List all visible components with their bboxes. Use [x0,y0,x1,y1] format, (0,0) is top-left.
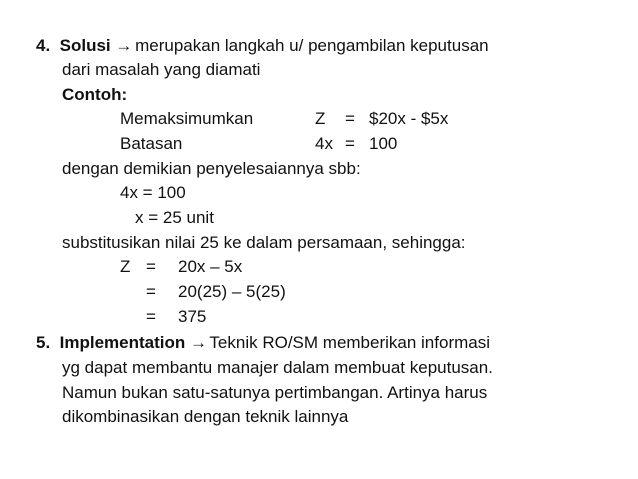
maximize-lhs: Z [315,109,326,128]
substitute-text: substitusikan nilai 25 ke dalam persamaan, sehingga: [62,233,466,252]
calc-eq3: = [146,307,156,326]
item4-number: 4. [36,36,51,55]
maximize-label: Memaksimumkan [120,109,254,128]
constraint-label: Batasan [120,134,183,153]
constraint-rhs: 100 [369,134,398,153]
item4-desc-line2: dari masalah yang diamati [62,60,261,79]
right-arrow-icon: → [115,36,133,55]
item5-heading [36,332,490,354]
calc-lhs: Z [120,257,131,276]
item4-title: Solusi [59,36,111,55]
item5-number: 5. [36,333,51,352]
constraint-eq: = [345,134,355,153]
calc-rhs2: 20(25) – 5(25) [178,282,286,301]
item5-line2: yg dapat membantu manajer dalam membuat keputusan. [62,358,493,377]
item4-desc-line1: merupakan langkah u/ pengambilan keputusan [135,36,489,55]
step1: 4x = 100 [120,183,186,202]
example-label: Contoh: [62,85,128,104]
maximize-rhs: $20x - $5x [369,109,449,128]
solution-intro: dengan demikian penyelesaiannya sbb: [62,159,361,178]
calc-rhs3: 375 [178,307,207,326]
item4-heading [36,35,489,57]
step2: x = 25 unit [135,208,214,227]
right-arrow-icon: → [190,333,207,352]
calc-rhs1: 20x – 5x [178,257,243,276]
item5-line3: Namun bukan satu-satunya pertimbangan. Artinya harus [62,383,488,402]
calc-eq2: = [146,282,156,301]
constraint-lhs: 4x [315,134,333,153]
calc-eq1: = [146,257,156,276]
maximize-eq: = [345,109,355,128]
item5-line4: dikombinasikan dengan teknik lainnya [62,407,349,426]
item5-title: Implementation [59,333,186,352]
item5-line1: Teknik RO/SM memberikan informasi [209,333,490,352]
